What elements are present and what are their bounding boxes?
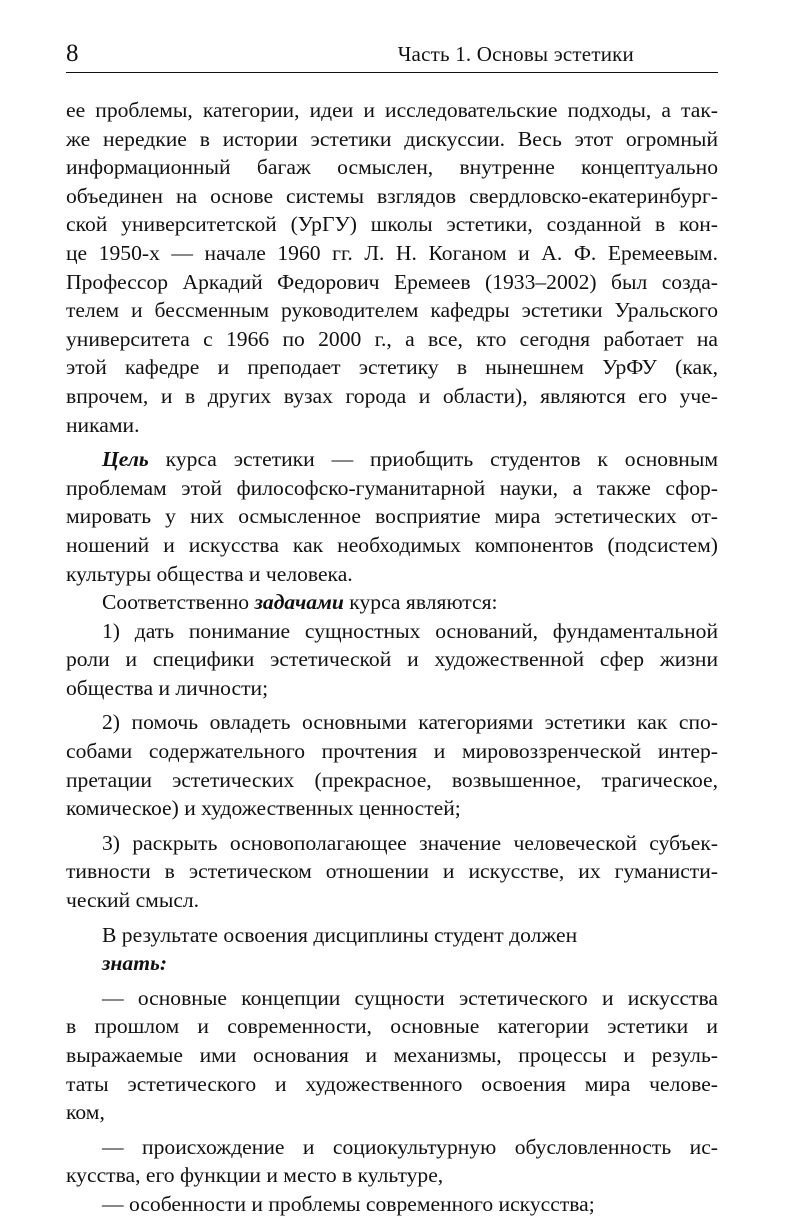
- page-header: [66, 36, 718, 73]
- text-line: 2) помочь овладеть основными категориями эстетики как спо-: [102, 710, 718, 735]
- paragraph-result: [66, 921, 718, 978]
- text-line: це 1950-х — начале 1960 гг. Л. Н. Коганом и А. Ф. Еремеевым.: [66, 240, 718, 265]
- task-item-1: [66, 617, 718, 703]
- paragraph-tasks-intro: [66, 588, 718, 617]
- text-line: ческий смысл.: [66, 888, 200, 913]
- task-item-2: [66, 708, 718, 822]
- text-line: телем и бессменным руководителем кафедры эстетики Уральского: [66, 298, 718, 323]
- text-line: тивности в эстетическом отношении и искусстве, их гуманисти-: [66, 859, 718, 884]
- text-line: никами.: [66, 412, 140, 437]
- text-line: ской университетской (УрГУ) школы эстетики, созданной в кон-: [66, 212, 718, 237]
- text-fragment: курса являются:: [343, 590, 498, 615]
- text-line: информационный багаж осмыслен, внутренне концептуально: [66, 155, 718, 180]
- running-head: Часть 1. Основы эстетики: [397, 42, 634, 66]
- text-line: объединен на основе системы взглядов свердловско-екатеринбург-: [66, 183, 718, 208]
- text-line: комическое) и художественных ценностей;: [66, 796, 461, 821]
- text-line: В результате освоения дисциплины студент должен: [102, 922, 578, 947]
- text-line: 3) раскрыть основополагающее значение человеческой субъек-: [102, 830, 718, 855]
- text-line: — происхождение и социокультурную обусловленность ис-: [102, 1134, 718, 1159]
- text-line: ее проблемы, категории, идеи и исследовательские подходы, а так-: [66, 98, 718, 122]
- text-line: собами содержательного прочтения и мировоззренческой интер-: [66, 739, 718, 764]
- text-line: 1) дать понимание сущностных оснований, фундаментальной: [102, 618, 718, 643]
- term-know: знать:: [102, 951, 168, 976]
- page-body: [66, 96, 718, 1219]
- text-line: таты эстетического и художественного освоения мира челове-: [66, 1071, 718, 1096]
- text-line: [66, 588, 718, 617]
- text-line: — основные концепции сущности эстетического и искусства: [102, 985, 718, 1010]
- text-line: же нередкие в истории эстетики дискуссии. Весь этот огромный: [66, 126, 718, 151]
- text-line: этой кафедре и преподает эстетику в нынешнем УрФУ (как,: [66, 355, 718, 380]
- text-line: кусства, его функции и место в культуре,: [66, 1163, 444, 1188]
- text-line: претации эстетических (прекрасное, возвышенное, трагическое,: [66, 767, 718, 792]
- paragraph-intro: [66, 96, 718, 439]
- task-item-3: [66, 829, 718, 915]
- text-line: впрочем, и в других вузах города и области), являются его уче-: [66, 383, 718, 408]
- text-line: университета с 1966 по 2000 г., а все, кто сегодня работает на: [66, 326, 718, 351]
- text-line: Профессор Аркадий Федорович Еремеев (1933–2002) был созда-: [66, 269, 718, 294]
- text-line: ком,: [66, 1100, 105, 1125]
- text-line: [66, 445, 718, 474]
- page-number: 8: [66, 40, 79, 67]
- text-line: культуры общества и человека.: [66, 561, 353, 586]
- text-line: мировать у них осмысленное восприятие мира эстетических от-: [66, 504, 718, 529]
- text-line: роли и специфики эстетической и художественной сфер жизни: [66, 647, 718, 672]
- text-line: выражаемые ими основания и механизмы, процессы и резуль-: [66, 1043, 718, 1067]
- know-item-1: [66, 984, 718, 1127]
- text-line: проблемам этой философско-гуманитарной науки, а также сфор-: [66, 475, 718, 500]
- text-line: общества и личности;: [66, 675, 269, 700]
- text-line: ношений и искусства как необходимых компонентов (подсистем): [66, 532, 718, 557]
- text-fragment: курса эстетики — приобщить студентов к основным: [148, 447, 718, 472]
- term-goal: Цель: [102, 447, 149, 472]
- text-line: в прошлом и современности, основные категории эстетики и: [66, 1014, 718, 1039]
- paragraph-goal: [66, 445, 718, 588]
- book-page: [66, 36, 718, 1216]
- text-fragment: Соответственно: [102, 590, 255, 615]
- term-tasks: задачами: [254, 590, 344, 615]
- know-item-2: [66, 1133, 718, 1190]
- know-item-3: [66, 1190, 718, 1219]
- text-line: — особенности и проблемы современного искусства;: [102, 1191, 595, 1216]
